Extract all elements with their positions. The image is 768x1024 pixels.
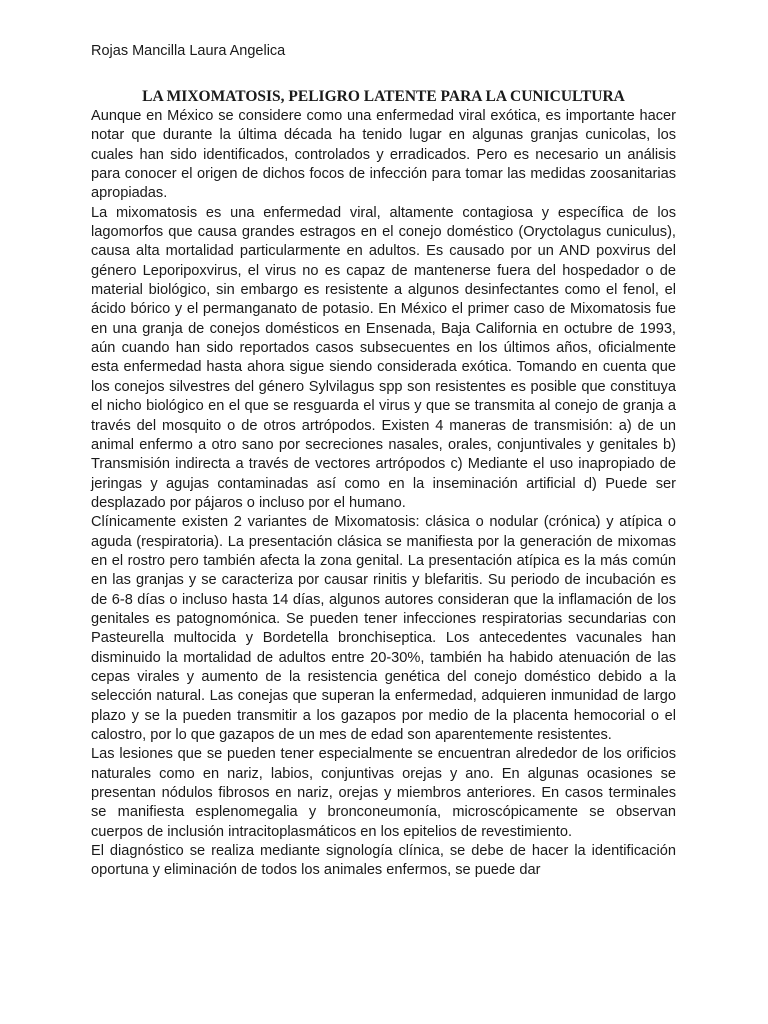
paragraph-lesions: Las lesiones que se pueden tener especialmente se encuentran alrededor de los orificios naturales como en nariz, labios, conjuntivas orejas y ano. En algunas ocasiones se presentan nódulos fibrosos en nariz, orejas y miembros anteriores. En casos terminales se manifiesta esplenomegalia y bronconeumonía, microscópicamente se observan cuerpos de inclusión intracitoplasmáticos en los epitelios de revestimiento. [91,746,676,840]
document-title: LA MIXOMATOSIS, PELIGRO LATENTE PARA LA CUNICULTURA [142,88,625,105]
author-name: Rojas Mancilla Laura Angelica [91,43,286,59]
paragraph-intro: Aunque en México se considere como una enfermedad viral exótica, es importante hacer notar que durante la última década ha tenido lugar en algunas granjas cunicolas, los cuales han sido identificados, controlados y erradicados. Pero es necesario un análisis para conocer el origen de dichos focos de infección para tomar las medidas zoosanitarias apropiadas. [91,108,676,202]
paragraph-definition: La mixomatosis es una enfermedad viral, altamente contagiosa y específica de los lagomorfos que causa grandes estragos en el conejo doméstico (Oryctolagus cuniculus), causa alta mortalidad particularmente en adultos. Es causado por un AND poxvirus del género Leporipoxvirus, el virus no es capaz de mantenerse fuera del hospedador o de material biológico, sin embargo es resistente a algunos desinfectantes como el fenol, el ácido bórico y el permanganato de potasio. En México el primer caso de Mixomatosis fue en una granja de conejos domésticos en Ensenada, Baja California en octubre de 1993, aún cuando han sido reportados casos subsecuentes en los últimos años, oficialmente esta enfermedad hasta ahora sigue siendo considerada exótica. Tomando en cuenta que los conejos silvestres del género Sylvilagus spp son resistentes es posible que constituya el nicho biológico en el que se resguarda el virus y que se transmita al conejo de granja a través del mosquito o de otros artrópodos. Existen 4 maneras de transmisión: a) de un animal enfermo a otro sano por secreciones nasales, orales, conjuntivales y genitales b) Transmisión indirecta a través de vectores artrópodos c) Mediante el uso inapropiado de jeringas y agujas contaminadas así como en la inseminación artificial d) Puede ser desplazado por pájaros o incluso por el humano. [91,204,676,511]
document-body [91,107,676,881]
paragraph-clinical: Clínicamente existen 2 variantes de Mixomatosis: clásica o nodular (crónica) y atípica o aguda (respiratoria). La presentación clásica se manifiesta por la generación de mixomas en el rostro pero también afecta la zona genital. La presentación atípica es la más común en las granjas y se caracteriza por causar rinitis y blefaritis. Su periodo de incubación es de 6-8 días o incluso hasta 14 días, algunos autores consideran que la inflamación de los genitales es patognomónica. Se pueden tener infecciones respiratorias secundarias con Pasteurella multocida y Bordetella bronchiseptica. Los antecedentes vacunales han disminuido la mortalidad de adultos entre 20-30%, también ha habido atenuación de las cepas virales y aumento de la resistencia genética del conejo doméstico debido a la selección natural. Las conejas que superan la enfermedad, adquieren inmunidad de largo plazo y se la pueden transmitir a los gazapos por medio de la placenta hemocorial o el calostro, por lo que gazapos de un mes de edad son aparentemente resistentes. [91,514,676,743]
paragraph-diagnosis: El diagnóstico se realiza mediante signología clínica, se debe de hacer la identificación oportuna y eliminación de todos los animales enfermos, se puede dar [91,843,676,879]
